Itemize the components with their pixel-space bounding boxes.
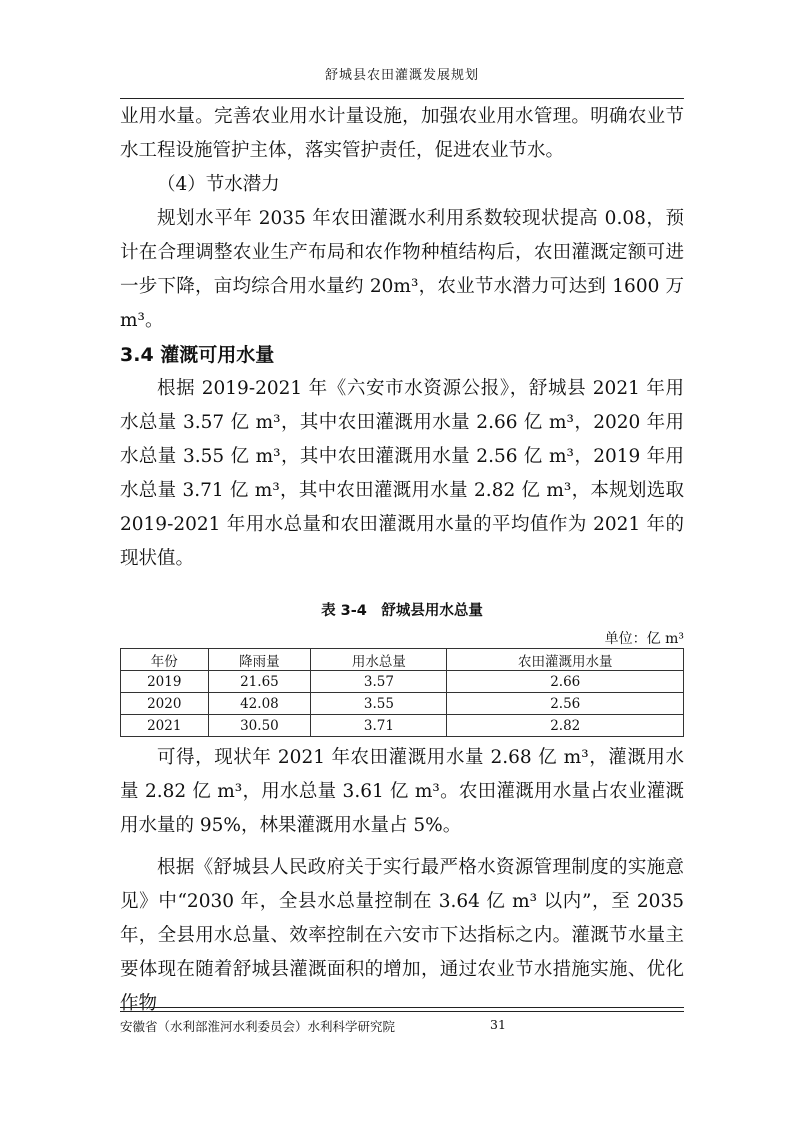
cell-irrigation-use: 2.66 xyxy=(447,671,684,693)
cell-rainfall: 30.50 xyxy=(208,715,311,737)
paragraph-potential: 规划水平年 2035 年农田灌溉水利用系数较现状提高 0.08，预计在合理调整农业生产布局和农作物种植结构后，农田灌溉定额可进一步下降，亩均综合用水量约 20m³，农业节水潜力可达到 1600 万 m³。 xyxy=(120,208,684,331)
table-row xyxy=(121,693,684,715)
table-row xyxy=(121,715,684,737)
page-body xyxy=(120,100,684,1021)
cell-irrigation-use: 2.82 xyxy=(447,715,684,737)
header-rainfall: 降雨量 xyxy=(208,649,311,671)
header-total-use: 用水总量 xyxy=(311,649,447,671)
cell-rainfall: 21.65 xyxy=(208,671,311,693)
footer-rule xyxy=(120,1007,684,1008)
cell-irrigation-use: 2.56 xyxy=(447,693,684,715)
header-irrigation-use: 农田灌溉用水量 xyxy=(447,649,684,671)
header-year: 年份 xyxy=(121,649,209,671)
page-number: 31 xyxy=(490,1017,506,1032)
paragraph-policy: 根据《舒城县人民政府关于实行最严格水资源管理制度的实施意见》中“2030 年，全县水总量控制在 3.64 亿 m³ 以内”，至 2035 年，全县用水总量、效率控制在六安市下达指标之内。灌溉节水量主要体现在随着舒城县灌溉面积的增加，通过农业节水措施实施、优化作物 xyxy=(120,857,684,1014)
header-rule xyxy=(120,98,684,99)
cell-total-use: 3.57 xyxy=(311,671,447,693)
cell-year: 2019 xyxy=(121,671,209,693)
water-use-table xyxy=(120,648,684,737)
paragraph-source: 根据 2019-2021 年《六安市水资源公报》，舒城县 2021 年用水总量 3.57 亿 m³，其中农田灌溉用水量 2.66 亿 m³，2020 年用水总量 3.55 亿 m³，其中农田灌溉用水量 2.56 亿 m³，2019 年用水总量 3.71 亿 m³，其中农田灌溉用水量 2.82 亿 m³，本规划选取 2019-2021 年用水总量和农田灌溉用水量的平均值作为 2021 年的现状值。 xyxy=(120,378,684,569)
paragraph-result: 可得，现状年 2021 年农田灌溉用水量 2.68 亿 m³，灌溉用水量 2.82 亿 m³，用水总量 3.61 亿 m³。农田灌溉用水量占农业灌溉用水量的 95%，林果灌溉用水量占 5%。 xyxy=(120,747,684,836)
footer-rule-thin xyxy=(120,1011,684,1012)
paragraph-1: 业用水量。完善农业用水计量设施，加强农业用水管理。明确农业节水工程设施管护主体，落实管护责任，促进农业节水。 xyxy=(120,106,684,161)
table-unit: 单位：亿 m³ xyxy=(604,631,684,647)
table-header-row xyxy=(121,649,684,671)
footer-organization: 安徽省（水利部淮河水利委员会）水利科学研究院 xyxy=(120,1019,396,1034)
cell-year: 2020 xyxy=(121,693,209,715)
page-header: 舒城县农田灌溉发展规划 xyxy=(324,68,479,83)
section-heading: 3.4 灌溉可用水量 xyxy=(120,344,275,366)
cell-total-use: 3.55 xyxy=(311,693,447,715)
paragraph-heading-4: （4）节水潜力 xyxy=(157,174,280,195)
cell-rainfall: 42.08 xyxy=(208,693,311,715)
cell-total-use: 3.71 xyxy=(311,715,447,737)
cell-year: 2021 xyxy=(121,715,209,737)
table-caption: 表 3-4 舒城县用水总量 xyxy=(321,603,483,619)
table-row xyxy=(121,671,684,693)
